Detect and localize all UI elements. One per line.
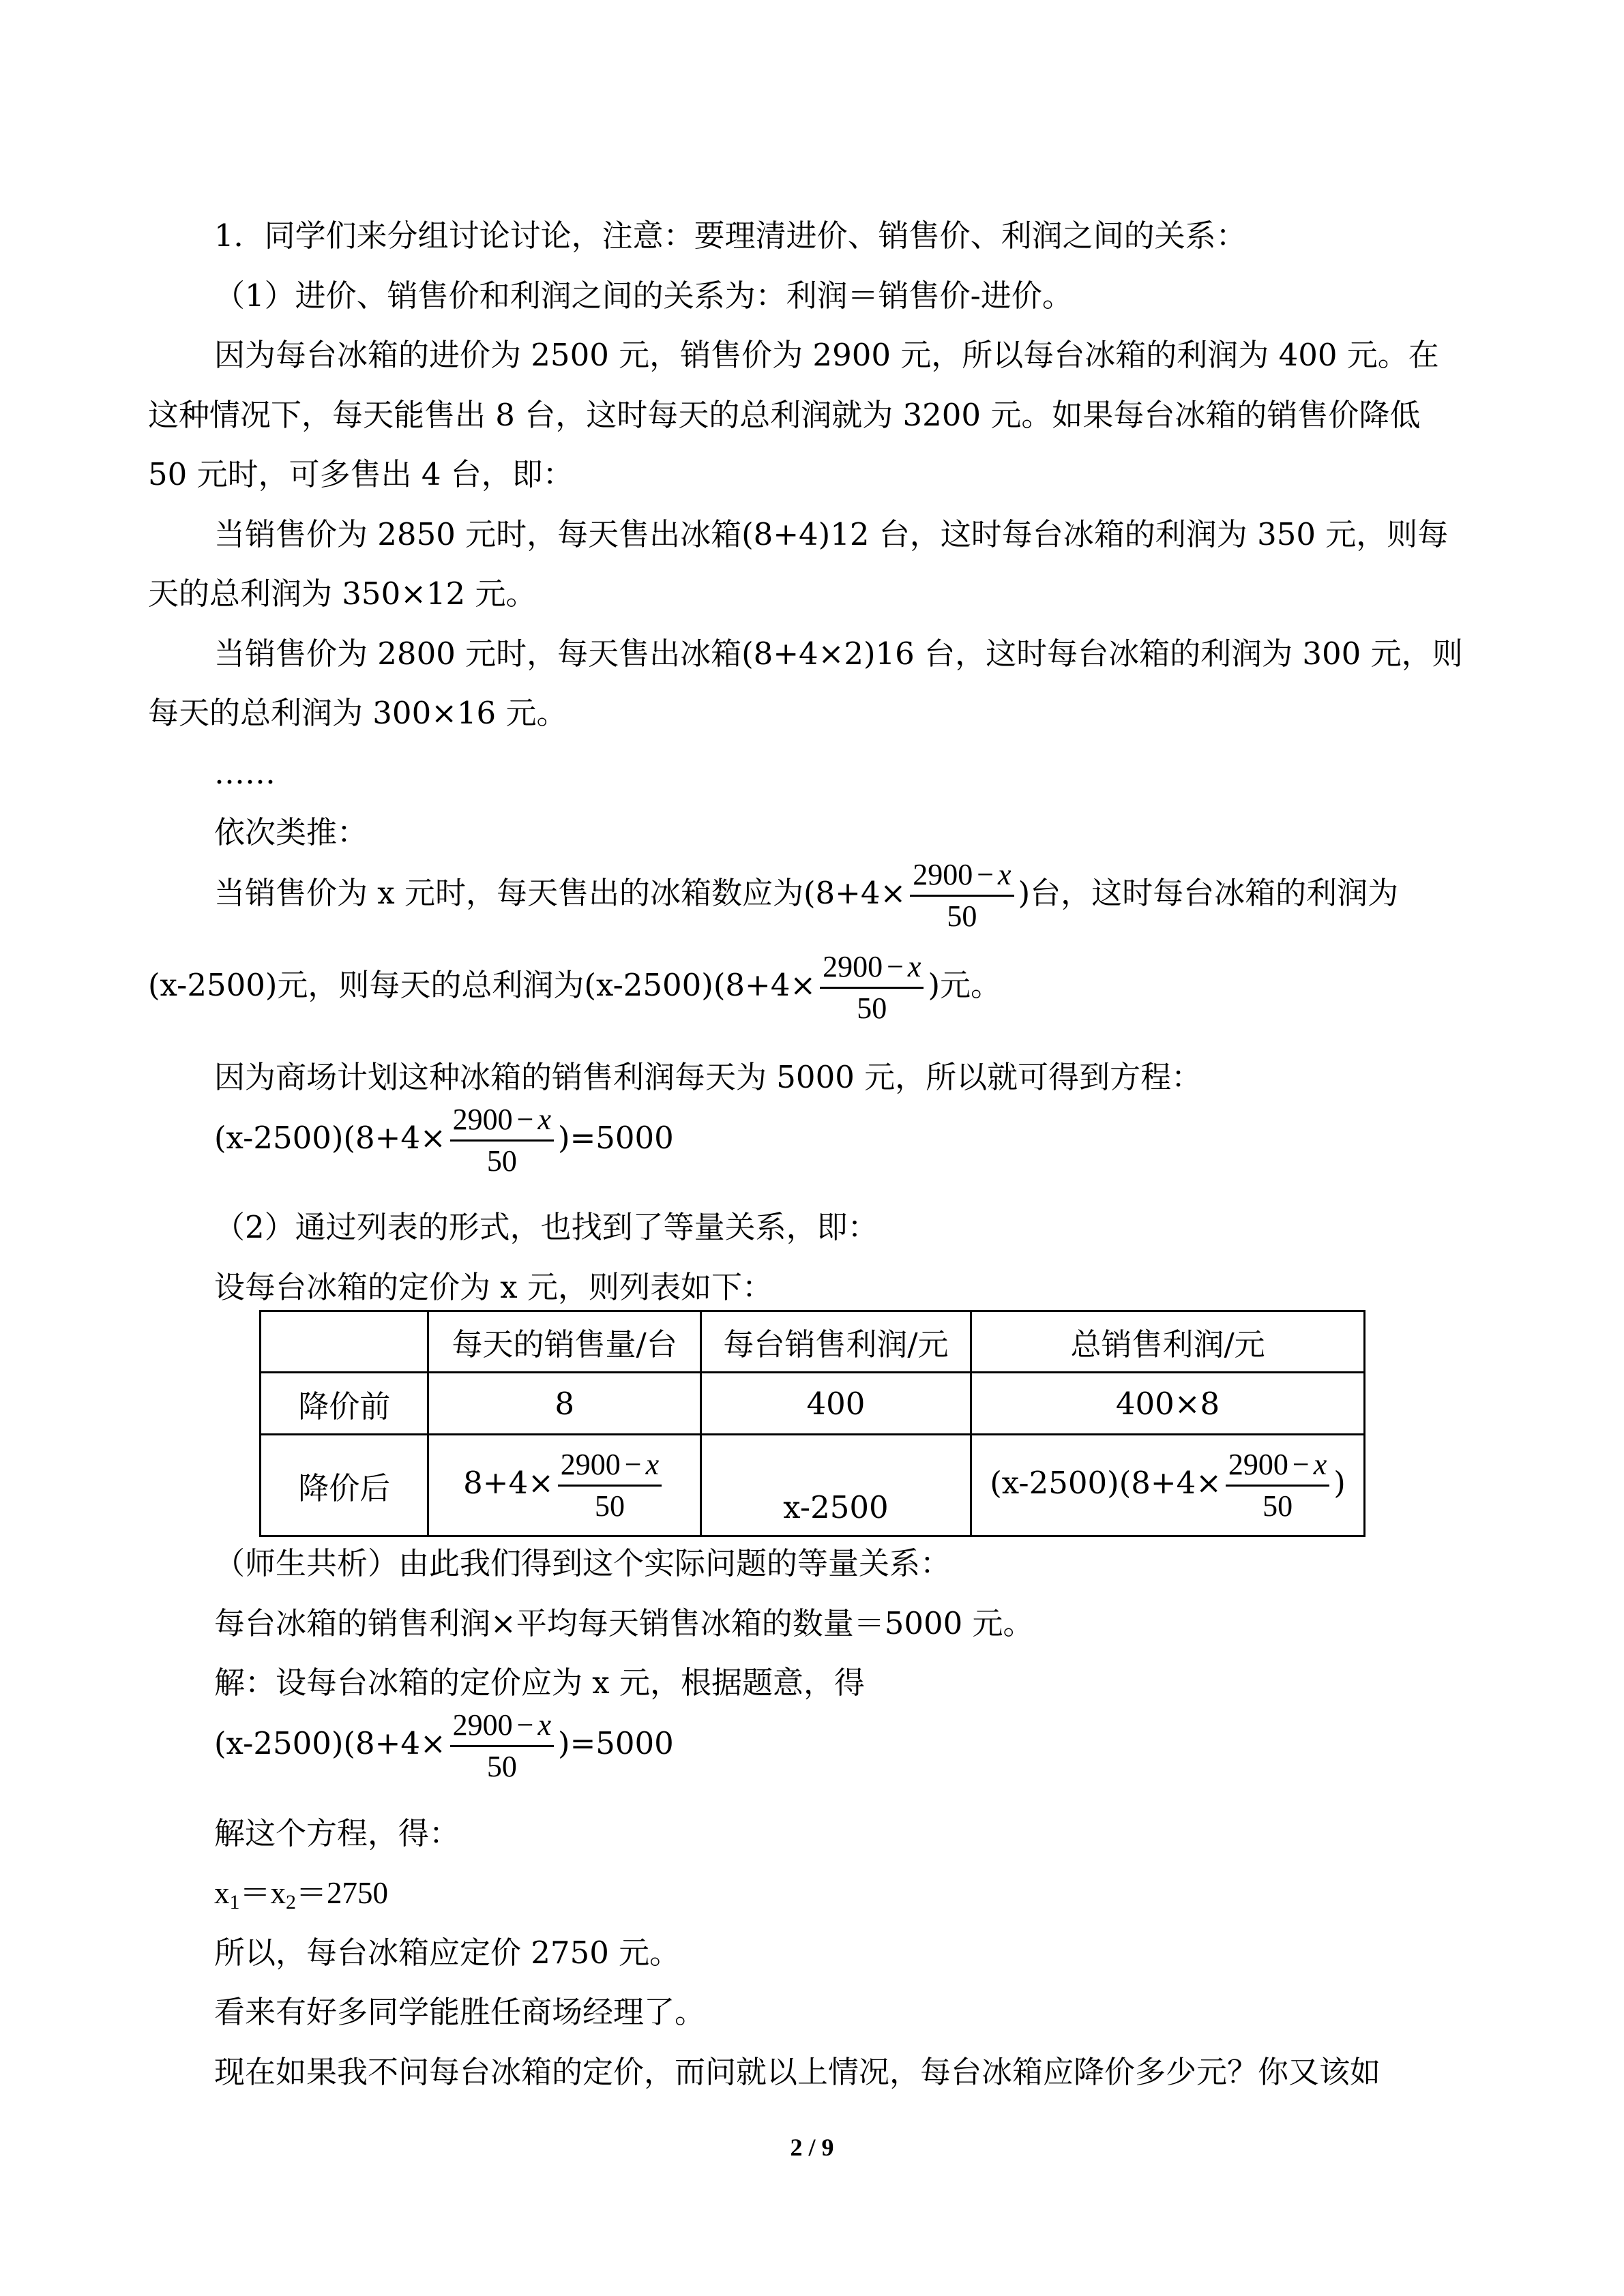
fraction-denominator: 50 <box>947 899 977 933</box>
para-line-8: 当销售价为 2800 元时，每天售出冰箱(8+4×2)16 台，这时每台冰箱的利润为 300 元，则 <box>214 636 1463 672</box>
para-line-1: 1．同学们来分组讨论讨论，注意：要理清进价、销售价、利润之间的关系： <box>214 218 1247 254</box>
fraction-denominator: 50 <box>486 1144 517 1178</box>
para-line-22: 解这个方程，得： <box>214 1815 460 1851</box>
equation-line-1 <box>214 1103 674 1178</box>
para-line-13 <box>148 950 1001 1026</box>
equation-2-left: (x-2500)(8+4× <box>214 1725 446 1761</box>
para-line-12 <box>214 858 1398 934</box>
equation-1-left: (x-2500)(8+4× <box>214 1120 446 1156</box>
para-line-19: 每台冰箱的销售利润×平均每天销售冰箱的数量＝5000 元。 <box>214 1605 1034 1641</box>
table-cell: 8 <box>428 1373 700 1435</box>
line-12-text-b: )台，这时每台冰箱的利润为 <box>1018 875 1399 911</box>
equation-1-right: )=5000 <box>558 1120 674 1156</box>
fraction <box>558 1448 662 1523</box>
pricing-table <box>259 1310 1365 1537</box>
fraction <box>450 1103 554 1178</box>
para-line-4: 这种情况下，每天能售出 8 台，这时每天的总利润就为 3200 元。如果每台冰箱的销售价降低 <box>148 397 1421 433</box>
para-line-24: 所以，每台冰箱应定价 2750 元。 <box>214 1935 681 1971</box>
table-cell: 每台销售利润/元 <box>700 1311 971 1373</box>
fraction-denominator: 50 <box>1263 1489 1293 1523</box>
fraction <box>910 858 1014 934</box>
table-cell: 每天的销售量/台 <box>428 1311 700 1373</box>
table-row <box>261 1373 1365 1435</box>
table-row <box>261 1435 1365 1536</box>
solution-line: $x_1=x_2=2750$ <box>214 1876 389 1913</box>
para-line-17: 设每台冰箱的定价为 x 元，则列表如下： <box>214 1269 773 1305</box>
fraction-denominator: 50 <box>857 992 887 1025</box>
fraction-denominator: 50 <box>486 1750 517 1783</box>
page-number: 2 / 9 <box>790 2134 834 2161</box>
table-cell: 总销售利润/元 <box>971 1311 1365 1373</box>
fraction-numerator: 2900 − x <box>450 1708 554 1747</box>
ellipsis-line: …… <box>214 755 276 791</box>
fraction-numerator: 2900 − x <box>1226 1448 1329 1487</box>
table-cell-sales: 8+4× $\frac{2900 - x}{50}$ <box>428 1435 700 1536</box>
para-line-26: 现在如果我不问每台冰箱的定价，而问就以上情况，每台冰箱应降价多少元？你又该如 <box>214 2054 1381 2090</box>
table-cell-total: (x-2500)(8+4× $\frac{2900 - x}{50}$ ) <box>971 1435 1365 1536</box>
fraction-numerator: 2900 − x <box>910 858 1014 897</box>
para-line-7: 天的总利润为 350×12 元。 <box>148 576 537 612</box>
equation-2-right: )=5000 <box>558 1725 674 1761</box>
para-line-2: （1）进价、销售价和利润之间的关系为：利润＝销售价-进价。 <box>214 278 1073 314</box>
para-line-14: 因为商场计划这种冰箱的销售利润每天为 5000 元，所以就可得到方程： <box>214 1059 1202 1095</box>
table-cell: 降价前 <box>261 1373 428 1435</box>
para-line-6: 当销售价为 2850 元时，每天售出冰箱(8+4)12 台，这时每台冰箱的利润为 350 元，则每 <box>214 516 1449 552</box>
para-line-9: 每天的总利润为 300×16 元。 <box>148 695 567 731</box>
para-line-11: 依次类推： <box>214 814 368 850</box>
fraction-denominator: 50 <box>594 1489 625 1523</box>
fraction <box>450 1708 554 1784</box>
table-cell: 降价后 <box>261 1435 428 1536</box>
fraction <box>1226 1448 1329 1523</box>
para-line-16: （2）通过列表的形式，也找到了等量关系，即： <box>214 1209 879 1245</box>
fraction-numerator: 2900 − x <box>820 950 924 989</box>
table-cell: 400 <box>700 1373 971 1435</box>
table-cell: 400×8 <box>971 1373 1365 1435</box>
table-cell: x-2500 <box>700 1435 971 1536</box>
line-13-text-a: (x-2500)元，则每天的总利润为(x-2500)(8+4× <box>148 967 816 1003</box>
para-line-18: （师生共析）由此我们得到这个实际问题的等量关系： <box>214 1545 951 1581</box>
line-13-text-b: )元。 <box>928 967 1002 1003</box>
fraction <box>820 950 924 1026</box>
table-cell <box>261 1311 428 1373</box>
para-line-3: 因为每台冰箱的进价为 2500 元，销售价为 2900 元，所以每台冰箱的利润为 400 元。在 <box>214 337 1439 373</box>
fraction-numerator: 2900 − x <box>558 1448 662 1487</box>
line-12-text-a: 当销售价为 x 元时，每天售出的冰箱数应为(8+4× <box>214 875 906 911</box>
para-line-20: 解：设每台冰箱的定价应为 x 元，根据题意，得 <box>214 1665 865 1701</box>
table-header-row <box>261 1311 1365 1373</box>
equation-line-2 <box>214 1708 674 1784</box>
para-line-25: 看来有好多同学能胜任商场经理了。 <box>214 1994 706 2030</box>
para-line-5: 50 元时，可多售出 4 台，即： <box>148 456 574 492</box>
fraction-numerator: 2900 − x <box>450 1103 554 1142</box>
